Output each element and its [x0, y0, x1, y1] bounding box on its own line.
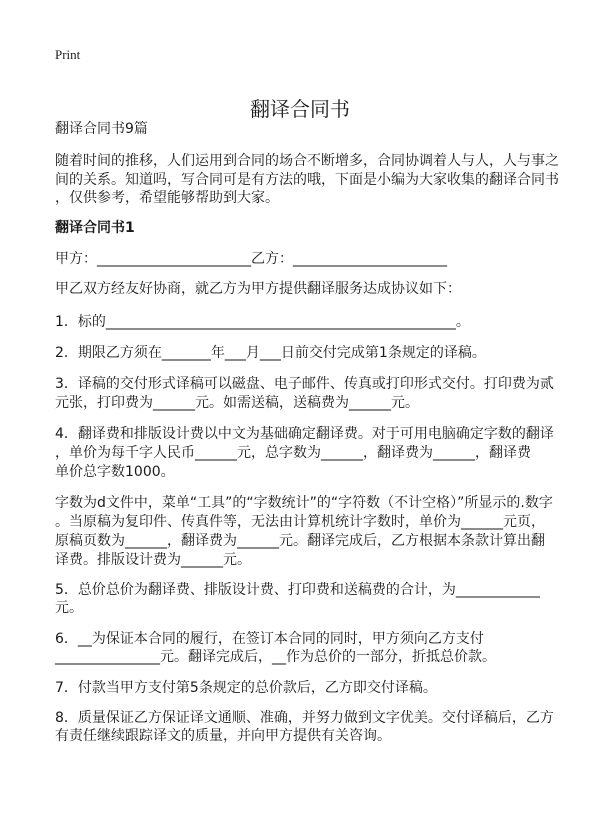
text-line: 3．译稿的交付形式译稿可以磁盘、电子邮件、传真或打印形式交付。打印费为贰	[55, 376, 554, 392]
section-heading: 翻译合同书1	[55, 220, 135, 236]
print-link[interactable]: Print	[55, 47, 81, 62]
text-line: 有责任继续跟踪译文的质量，并向甲方提供有关咨询。	[55, 728, 391, 744]
text-line: 4．翻译费和排版设计费以中文为基础确定翻译费。对于可用电脑确定字数的翻译	[55, 426, 554, 442]
text-line: 6．__为保证本合同的履行，在签订本合同的同时，甲方须向乙方支付	[55, 631, 484, 647]
subtitle: 翻译合同书9篇	[55, 121, 148, 137]
text-line: 元。	[55, 600, 83, 616]
text-line: 2．期限乙方须在_______年___月___日前交付完成第1条规定的译稿。	[55, 345, 486, 361]
text-line: _______________元。翻译完成后，__作为总价的一部分，折抵总价款。	[55, 649, 496, 665]
text-line: 元张，打印费为______元。如需送稿，送稿费为______元。	[55, 395, 419, 411]
text-line: 随着时间的推移，人们运用到合同的场合不断增多，合同协调着人与人，人与事之	[55, 153, 559, 169]
page-title: 翻译合同书	[250, 97, 350, 122]
text-line: 5．总价总价为翻译费、排版设计费、打印费和送稿费的合计，为____________	[55, 582, 540, 598]
text-line: 单价总字数1000。	[55, 464, 175, 480]
text-line: 1．标的__________________________________________________。	[55, 314, 470, 330]
text-line: ，仅供参考，希望能够帮助到大家。	[55, 190, 279, 206]
text-line: 间的关系。知道吗，写合同可是有方法的哦，下面是小编为大家收集的翻译合同书	[55, 172, 559, 188]
text-line: 译费。排版设计费为______元。	[55, 552, 251, 568]
text-line: 7．付款当甲方支付第5条规定的总价款后，乙方即交付译稿。	[55, 680, 437, 696]
text-line: ，单价为每千字人民币______元，总字数为______，翻译费为______，翻译费	[55, 445, 531, 461]
text-line: 原稿页数为______，翻译费为______元。翻译完成后，乙方根据本条款计算出翻	[55, 533, 545, 549]
text-line: 甲方：______________________乙方：______________________	[55, 251, 447, 267]
text-line: 。当原稿为复印件、传真件等，无法由计算机统计字数时，单价为______元页，	[55, 514, 545, 530]
text-line: 字数为d文件中，菜单“工具”的“字数统计”的“字符数（不计空格）”所显示的.数字	[55, 495, 553, 511]
text-line: 甲乙双方经友好协商，就乙方为甲方提供翻译服务达成协议如下：	[55, 281, 461, 297]
text-line: 8．质量保证乙方保证译文通顺、准确，并努力做到文字优美。交付译稿后，乙方	[55, 710, 554, 726]
